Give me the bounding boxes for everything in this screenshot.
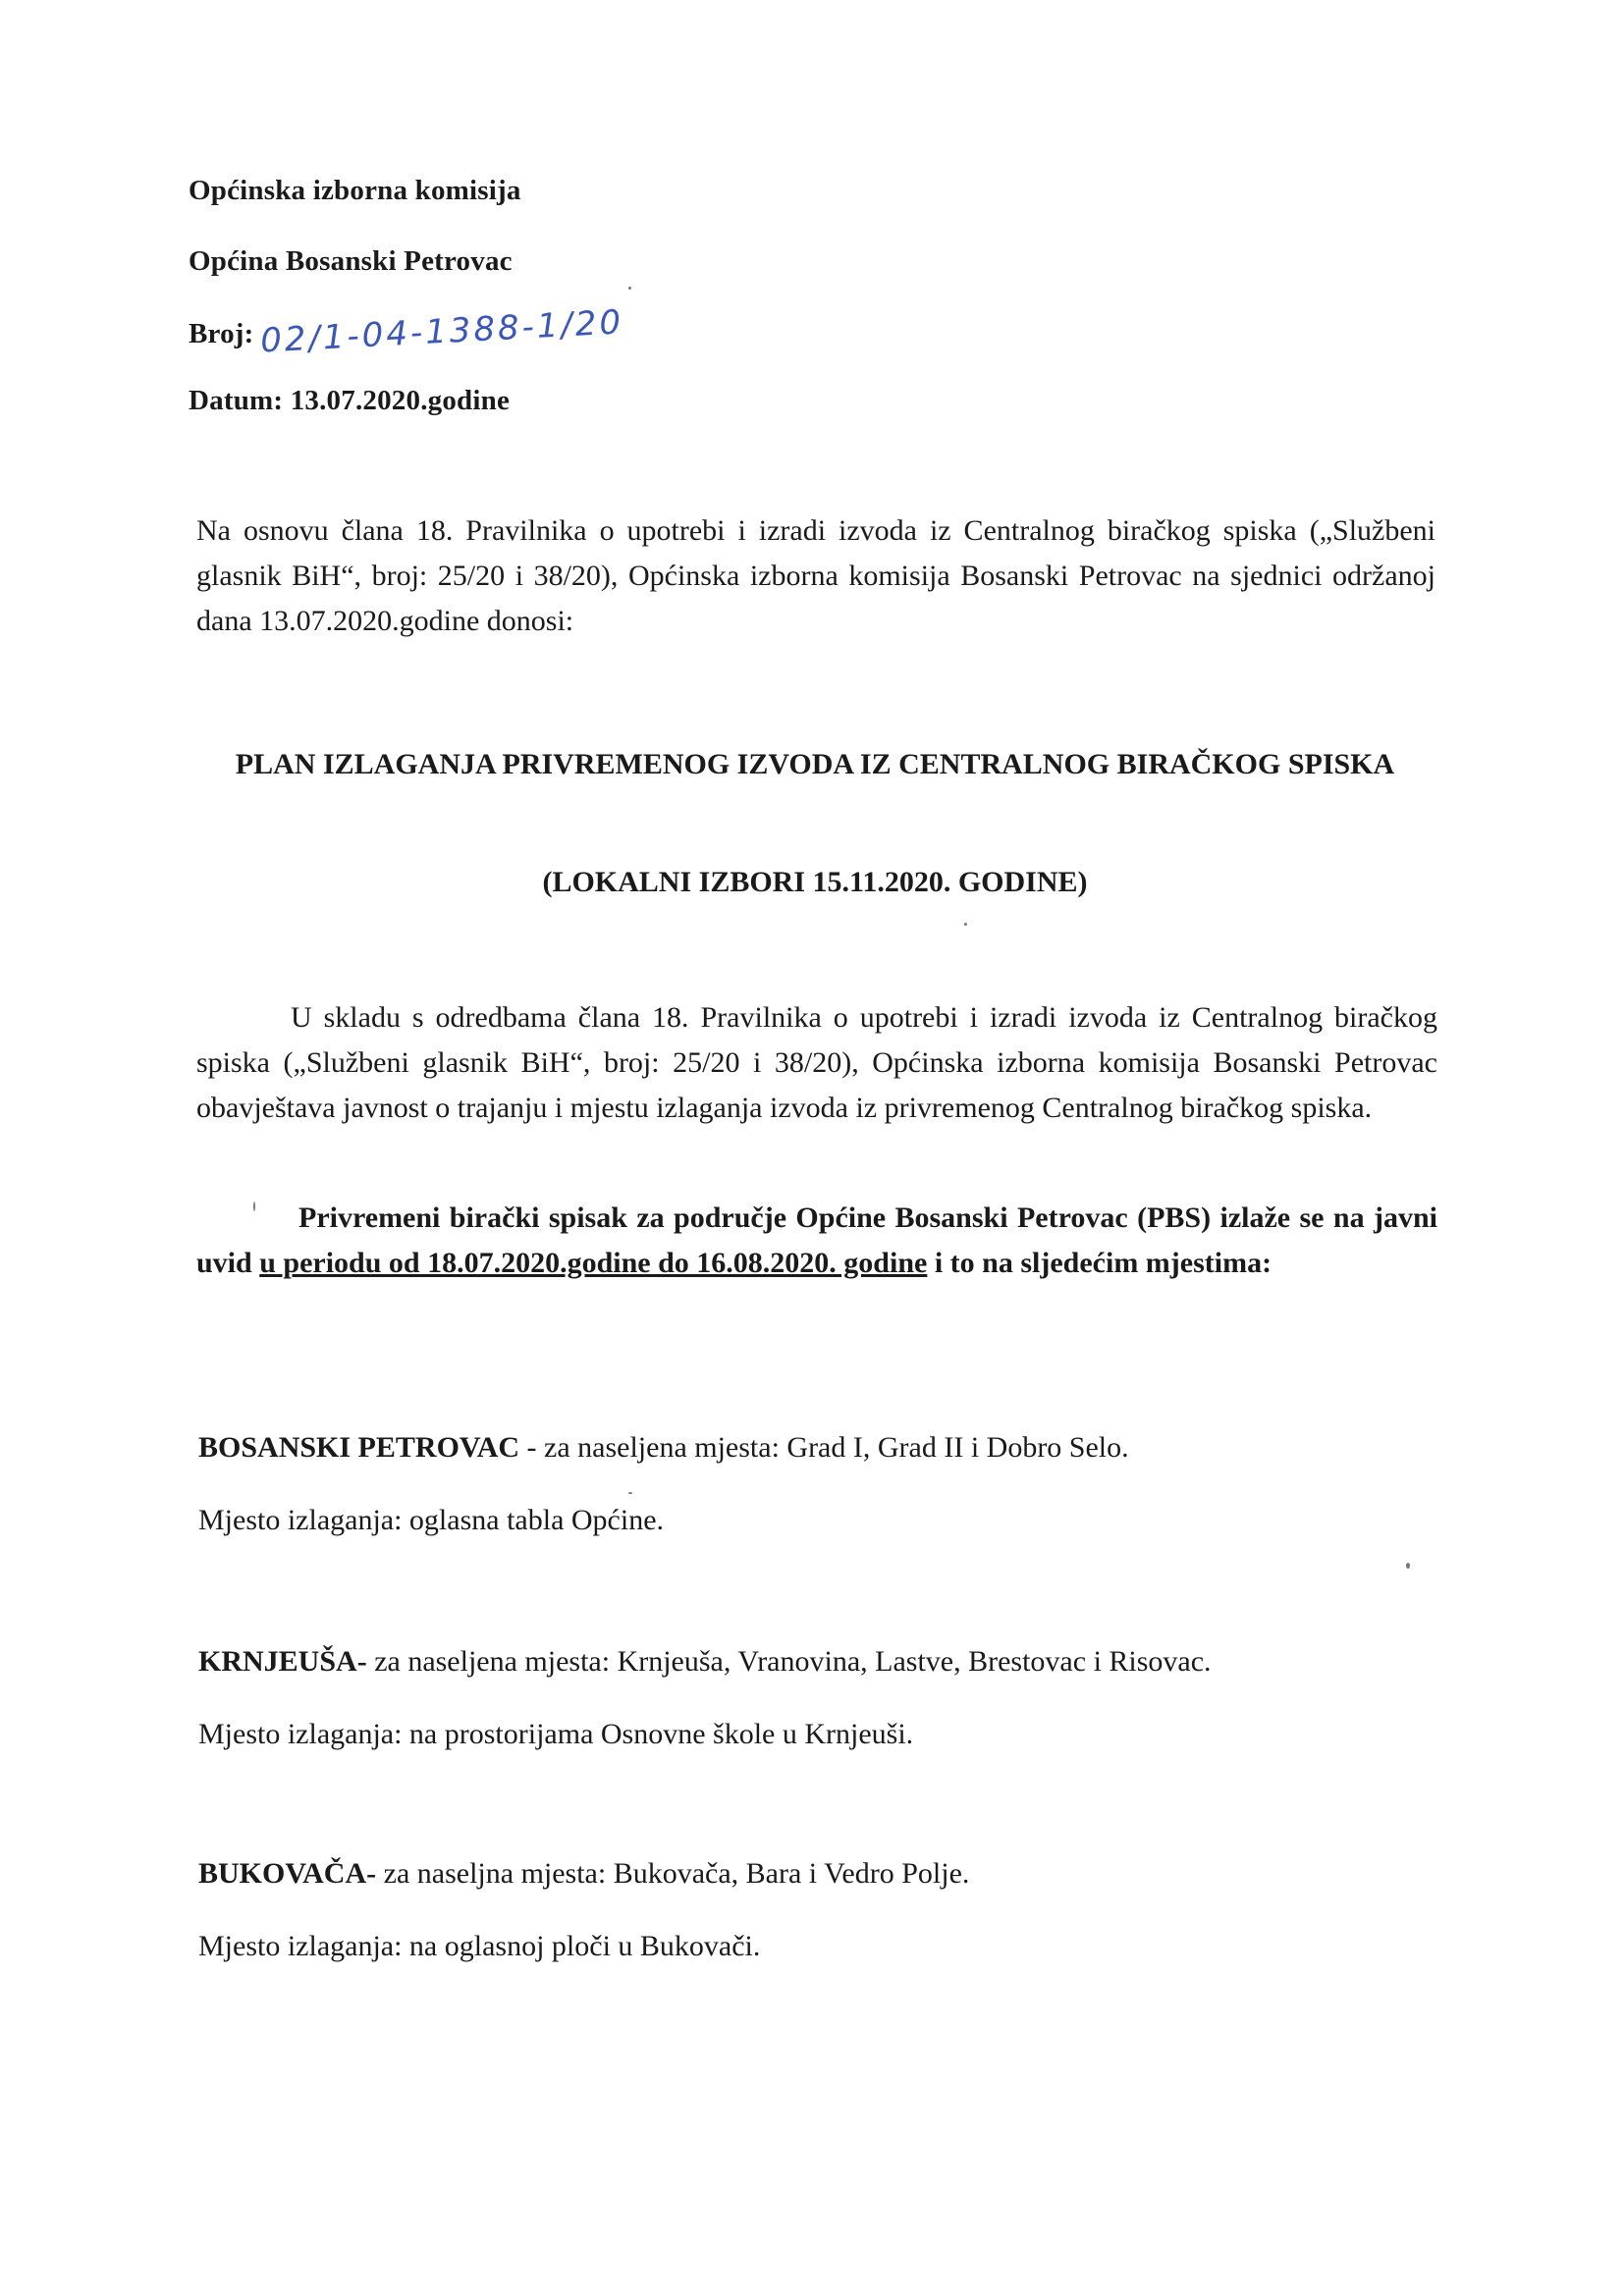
- document-subtitle: (LOKALNI IZBORI 15.11.2020. GODINE): [542, 866, 1088, 898]
- scan-speck: [964, 923, 967, 926]
- location-places: za naseljna mjesta: Bukovača, Bara i Vedro Polje.: [376, 1857, 970, 1890]
- period-paragraph: [196, 1196, 1437, 1286]
- location-name: BUKOVAČA-: [198, 1857, 377, 1890]
- scan-speck: [1406, 1563, 1410, 1569]
- location-places: za naseljena mjesta: Krnjeuša, Vranovina, Lastve, Brestovac i Risovac.: [366, 1645, 1212, 1678]
- handwritten-number: 02/1-04-1388-1/20: [258, 302, 624, 361]
- date-value: 13.07.2020.godine: [290, 385, 511, 416]
- location-display-place: Mjesto izlaganja: oglasna tabla Općine.: [198, 1504, 665, 1536]
- document-number: [189, 302, 624, 361]
- number-label: Broj:: [189, 318, 254, 349]
- location-krnjeusa: [198, 1645, 1212, 1679]
- location-name: BOSANSKI PETROVAC: [198, 1431, 520, 1464]
- scan-speck: [628, 1492, 632, 1494]
- document-title: PLAN IZLAGANJA PRIVREMENOG IZVODA IZ CENTRALNOG BIRAČKOG SPISKA: [235, 748, 1395, 780]
- date-label: Datum:: [189, 385, 284, 416]
- notice-paragraph: U skladu s odredbama člana 18. Pravilnika o upotrebi i izradi izvoda iz Centralnog biračkog spiska („Službeni glasnik BiH“, broj: 25/20 i 38/20), Općinska izborna komisija Bosanski Petrovac obavještava javnost o trajanju i mjestu izlaganja izvoda iz privremenog Centralnog biračkog spiska.: [196, 1001, 1437, 1124]
- location-display-place: Mjesto izlaganja: na prostorijama Osnovne škole u Krnjeuši.: [198, 1718, 914, 1750]
- location-name: KRNJEUŠA-: [198, 1645, 367, 1678]
- intro-paragraph: Na osnovu člana 18. Pravilnika o upotrebi i izradi izvoda iz Centralnog biračkog spiska („Službeni glasnik BiH“, broj: 25/20 i 38/20), Općinska izborna komisija Bosanski Petrovac na sjednici održanoj dana 13.07.2020.godine donosi:: [196, 514, 1435, 637]
- location-places: - za naseljena mjesta: Grad I, Grad II i Dobro Selo.: [519, 1431, 1129, 1464]
- location-bosanski-petrovac: [198, 1431, 1129, 1465]
- scan-speck: [628, 287, 631, 290]
- period-dates: u periodu od 18.07.2020.godine do 16.08.2020. godine: [259, 1247, 928, 1279]
- location-bukovaca: [198, 1857, 969, 1891]
- organization-name: Općinska izborna komisija: [189, 175, 521, 206]
- document-date: [189, 385, 510, 417]
- period-text-start: Privremeni birački spisak za područje Općine Bosanski Petrovac (PBS) izlaže se na javni uvid: [196, 1201, 1437, 1279]
- period-text-end: i to na sljedećim mjestima:: [927, 1247, 1272, 1279]
- scan-speck: [253, 1201, 255, 1211]
- municipality-name: Općina Bosanski Petrovac: [189, 245, 513, 277]
- location-display-place: Mjesto izlaganja: na oglasnoj ploči u Bukovači.: [198, 1930, 761, 1962]
